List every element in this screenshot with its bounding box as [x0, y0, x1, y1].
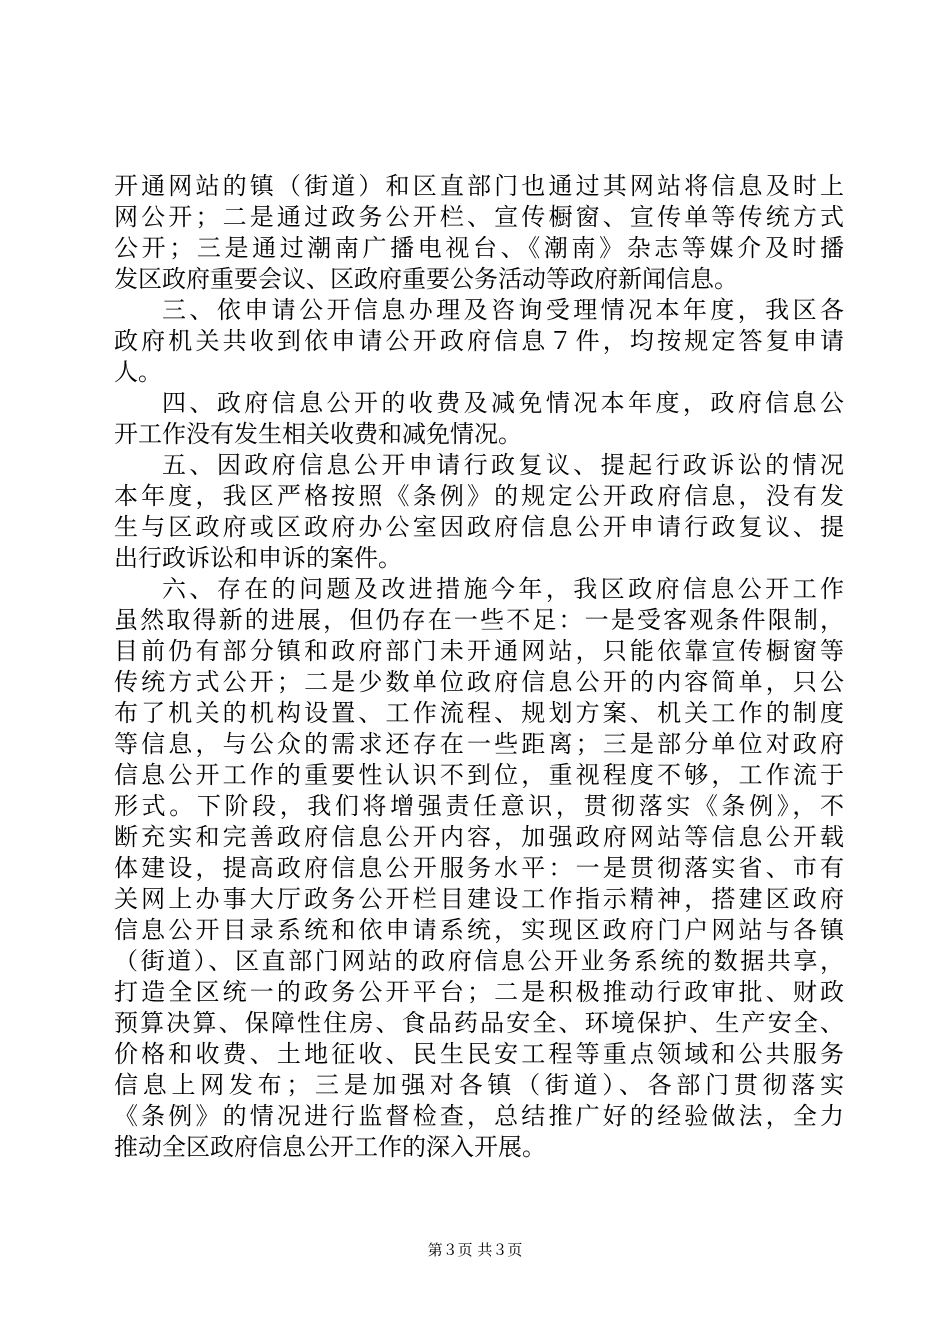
text-line: 发区政府重要会议、区政府重要公务活动等政府新闻信息。 [114, 265, 738, 293]
text-line: 断充实和完善政府信息公开内容，加强政府网站等信息公开载 [114, 823, 844, 851]
text-line: 信息公开工作的重要性认识不到位，重视程度不够，工作流于 [114, 761, 844, 789]
text-line: 本年度，我区严格按照《条例》的规定公开政府信息，没有发 [114, 482, 844, 510]
text-line: 人。 [114, 358, 162, 386]
text-line: 预算决算、保障性住房、食品药品安全、环境保护、生产安全、 [114, 1009, 844, 1037]
text-line: 三、依申请公开信息办理及咨询受理情况本年度，我区各 [162, 296, 844, 324]
page-footer: 第３页 共３页 [427, 1241, 523, 1259]
text-line: 目前仍有部分镇和政府部门未开通网站，只能依靠宣传橱窗等 [114, 637, 844, 665]
text-line: 《条例》的情况进行监督检查，总结推广好的经验做法，全力 [114, 1102, 844, 1130]
text-line: 五、因政府信息公开申请行政复议、提起行政诉讼的情况 [162, 451, 844, 479]
text-line: 体建设，提高政府信息公开服务水平：一是贯彻落实省、市有 [114, 854, 844, 882]
document-body [114, 171, 844, 1163]
text-line: 推动全区政府信息公开工作的深入开展。 [114, 1133, 546, 1161]
text-line: 出行政诉讼和申诉的案件。 [114, 544, 402, 572]
text-line: 开工作没有发生相关收费和减免情况。 [114, 420, 522, 448]
text-line: 信息公开目录系统和依申请系统，实现区政府门户网站与各镇 [114, 916, 844, 944]
text-line: 打造全区统一的政务公开平台；二是积极推动行政审批、财政 [114, 978, 844, 1006]
text-line: 关网上办事大厅政务公开栏目建设工作指示精神，搭建区政府 [114, 885, 844, 913]
text-line: 网公开；二是通过政务公开栏、宣传橱窗、宣传单等传统方式 [114, 203, 844, 231]
text-line: 形式。下阶段，我们将增强责任意识，贯彻落实《条例》，不 [114, 792, 844, 820]
text-line: 虽然取得新的进展，但仍存在一些不足：一是受客观条件限制， [114, 606, 844, 634]
text-line: 信息上网发布；三是加强对各镇（街道）、各部门贯彻落实 [114, 1071, 844, 1099]
text-line: 价格和收费、土地征收、民生民安工程等重点领域和公共服务 [114, 1040, 844, 1068]
text-line: 传统方式公开；二是少数单位政府信息公开的内容简单，只公 [114, 668, 844, 696]
text-line: 六、存在的问题及改进措施今年，我区政府信息公开工作 [162, 575, 844, 603]
text-line: 生与区政府或区政府办公室因政府信息公开申请行政复议、提 [114, 513, 844, 541]
text-line: 开通网站的镇（街道）和区直部门也通过其网站将信息及时上 [114, 172, 844, 200]
text-line: 等信息，与公众的需求还存在一些距离；三是部分单位对政府 [114, 730, 844, 758]
text-line: 四、政府信息公开的收费及减免情况本年度，政府信息公 [162, 389, 844, 417]
text-line: 公开；三是通过潮南广播电视台、《潮南》杂志等媒介及时播 [114, 234, 844, 262]
text-line: 政府机关共收到依申请公开政府信息７件，均按规定答复申请 [114, 327, 844, 355]
text-line: 布了机关的机构设置、工作流程、规划方案、机关工作的制度 [114, 699, 844, 727]
text-line: （街道）、区直部门网站的政府信息公开业务系统的数据共享， [114, 947, 844, 975]
